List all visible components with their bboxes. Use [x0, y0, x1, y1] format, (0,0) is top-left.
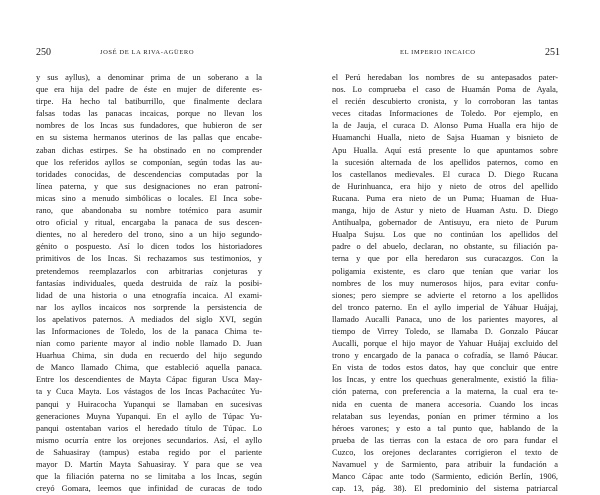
text-line: trono y encargado de la panaca o cofradía, se llamó Páucar.	[332, 351, 558, 361]
text-line: Huarhua Chima, sin duda en recuerdo del hijo segundo	[36, 351, 262, 361]
text-line: en su sistema hermanos uterinos de las pallas que encabe-	[36, 133, 262, 143]
text-line: mismo ocurría entre los orejones secundarios. Así, el ayllo	[36, 435, 262, 445]
text-line: ta y Cuca Mayta. Los vástagos de los Incas Pachacútec Yu-	[36, 387, 262, 397]
text-line: nombres de los muy numerosos hijos, para evitar confu-	[332, 278, 558, 288]
left-page	[10, 0, 292, 494]
text-line: las Informaciones de Toledo, los de la panaca Chima te-	[36, 326, 262, 336]
text-line: mayor D. Martín Mayta Sahuasiray. Y para que se vea	[36, 460, 262, 469]
running-head: JOSÉ DE LA RIVA-AGÜERO	[100, 49, 195, 56]
text-line: Navamuel y de Sarmiento, para atribuir la fundación a	[332, 460, 558, 469]
text-line: la sucesión alternada de los apellidos paternos, como en	[332, 157, 558, 167]
text-line: toridades conocidas, de descendencias computadas por la	[36, 169, 262, 179]
text-line: otro oficial y ritual, encargaba la panaca de sus descen-	[36, 218, 262, 228]
text-line: tirpe. Ha hecho tal batiburrillo, que finalmente declara	[36, 97, 262, 107]
text-line: Rucana. Puma era nieto de un Puma; Huaman de Hua-	[332, 193, 558, 203]
text-line: zaban dichas estirpes. Se ha obstinado en no comprender	[36, 145, 262, 155]
text-line: creyó Gomara, leemos que infinidad de curacas de todo	[36, 484, 262, 494]
text-line: lidad de una historia o una etnografía incaica. Al exami-	[36, 290, 262, 300]
text-line: manga, hijo de Astur y nieto de Huaman Astu. D. Diego	[332, 206, 558, 216]
text-line: la de Jauja, el curaca D. Alonso Puma Hualla era hijo de	[332, 121, 558, 131]
text-line: panqui y Huiracocha Yupanqui se llamaban en sucesivas	[36, 399, 262, 409]
text-line: del tronco paterno. En el ayllo imperial de Yáhuar Huájaj,	[332, 302, 558, 312]
text-line: los Incas, y entre los quechuas generalmente, existió la filia-	[332, 375, 558, 385]
page-number: 251	[545, 47, 560, 58]
text-line: Apu Hualla. Aquí está presente lo que apuntamos sobre	[332, 145, 558, 155]
text-line: nían como pariente mayor al indio noble llamado D. Juan	[36, 339, 262, 349]
text-line: prueba de las tierras con la estaca de oro para fundar el	[332, 435, 558, 445]
text-line: llamado Aucalli Panaca, uno de los parientes mayores, al	[332, 314, 558, 324]
text-line: nida en cuenta de manera accesoria. Cuando los incas	[332, 399, 558, 409]
text-line: pretendemos reemplazarlos con arbitrarias conjeturas y	[36, 266, 262, 276]
text-line: fantasías individuales, queda destruida de raíz la posibi-	[36, 278, 262, 288]
text-line: Antihualpa, gobernador de Antisuyu, era nieto de Purum	[332, 218, 558, 228]
text-line: rano, que abandonaba su nombre totémico para asumir	[36, 206, 262, 216]
text-line: el Perú heredaban los nombres de su antepasados pater-	[332, 73, 558, 82]
text-line: siones; pero siempre se advierte el retorno a los apellidos	[332, 290, 558, 300]
text-line: Huamanchi Hualla, nieto de Sajsa Huaman y bisnieto de	[332, 133, 558, 143]
text-line: que los referidos ayllos se componían, según todas las au-	[36, 157, 262, 167]
text-line: ción paterna, con preferencia a la materna, la cual era te-	[332, 387, 558, 397]
text-line: que era hija del padre de éste en mujer de diferente es-	[36, 85, 262, 95]
text-line: que la filiación paterna no se limitaba a los Incas, según	[36, 472, 262, 482]
text-line: Manco Cápac ante todo (Sarmiento, edición Berlín, 1906,	[332, 472, 558, 482]
text-line: generaciones Muyna Yupanqui. En el ayllo de Túpac Yu-	[36, 411, 262, 421]
running-head: EL IMPERIO INCAICO	[400, 49, 476, 56]
right-page-body	[332, 72, 558, 495]
right-page	[312, 0, 594, 494]
left-page-header	[10, 49, 292, 61]
text-line: micas sino a menudo simbólicas o locales. El Inca sobe-	[36, 193, 262, 203]
text-line: los apelativos paternos. A mediados del siglo XVI, según	[36, 314, 262, 324]
text-line: nombres de los Incas sus fundadores, que hubieron de ser	[36, 121, 262, 131]
text-line: y sus ayllus), a denominar prima de un soberano a la	[36, 73, 262, 82]
text-line: relataban sus leyendas, ponían en primer término a los	[332, 411, 558, 421]
text-line: de Sahuasiray (tampus) estaba regido por el pariente	[36, 447, 262, 457]
text-line: falsas todas las panacas incaicas, porque no llevan los	[36, 109, 262, 119]
text-line: padre o del abuelo, declaran, no obstante, su filiación pa-	[332, 242, 558, 252]
text-line: génito o pospuesto. Así lo dicen todos los historiadores	[36, 242, 262, 252]
page-number: 250	[36, 47, 51, 58]
text-line: nar los ayllos incaicos nos sorprende la persistencia de	[36, 302, 262, 312]
text-line: línea paterna, y que sus designaciones no eran patroní-	[36, 181, 262, 191]
text-line: dientes, no al heredero del trono, sino a un hijo segundo-	[36, 230, 262, 240]
text-line: Entre los descendientes de Mayta Cápac figuran Usca May-	[36, 375, 262, 385]
text-line: héroes varones; y esto a tal punto que, hablando de la	[332, 423, 558, 433]
text-line: terna y que por ella heredaron sus curacazgos. Con la	[332, 254, 558, 264]
text-line: nos. Lo comprueba el caso de Huamán Poma de Ayala,	[332, 85, 558, 95]
text-line: de Hurinhuanca, era hijo y nieto de otros del apellido	[332, 181, 558, 191]
text-line: tiempo de Virrey Toledo, se llamaba D. Gonzalo Páucar	[332, 326, 558, 336]
text-line: el recién descubierto cronista, y lo corroboran las tantas	[332, 97, 558, 107]
text-line: panqui ostentaban varios el heredado título de Túpac. Lo	[36, 423, 262, 433]
text-line: los castellanos medievales. El curaca D. Diego Rucana	[332, 169, 558, 179]
text-line: primitivos de los Incas. Si rechazamos sus testimonios, y	[36, 254, 262, 264]
text-line: cap. 13, pág. 38). El predominio del sistema patriarcal	[332, 484, 558, 494]
text-line: Hualpa Sujsu. Los que no continúan los apellidos del	[332, 230, 558, 240]
left-page-body	[36, 72, 262, 495]
text-line: de Manco llamado Chima, que estableció aquella panaca.	[36, 363, 262, 373]
text-line: veces citadas Informaciones de Toledo. Por ejemplo, en	[332, 109, 558, 119]
text-line: Cuzco, los orejones declarantes corrigieron el texto de	[332, 447, 558, 457]
right-page-header	[312, 49, 594, 61]
text-line: poligamia existente, es claro que tenían que variar los	[332, 266, 558, 276]
text-line: En vista de todos estos datos, hay que concluir que entre	[332, 363, 558, 373]
text-line: Aucalli, porque el hijo mayor de Yahuar Huájaj excluido del	[332, 339, 558, 349]
